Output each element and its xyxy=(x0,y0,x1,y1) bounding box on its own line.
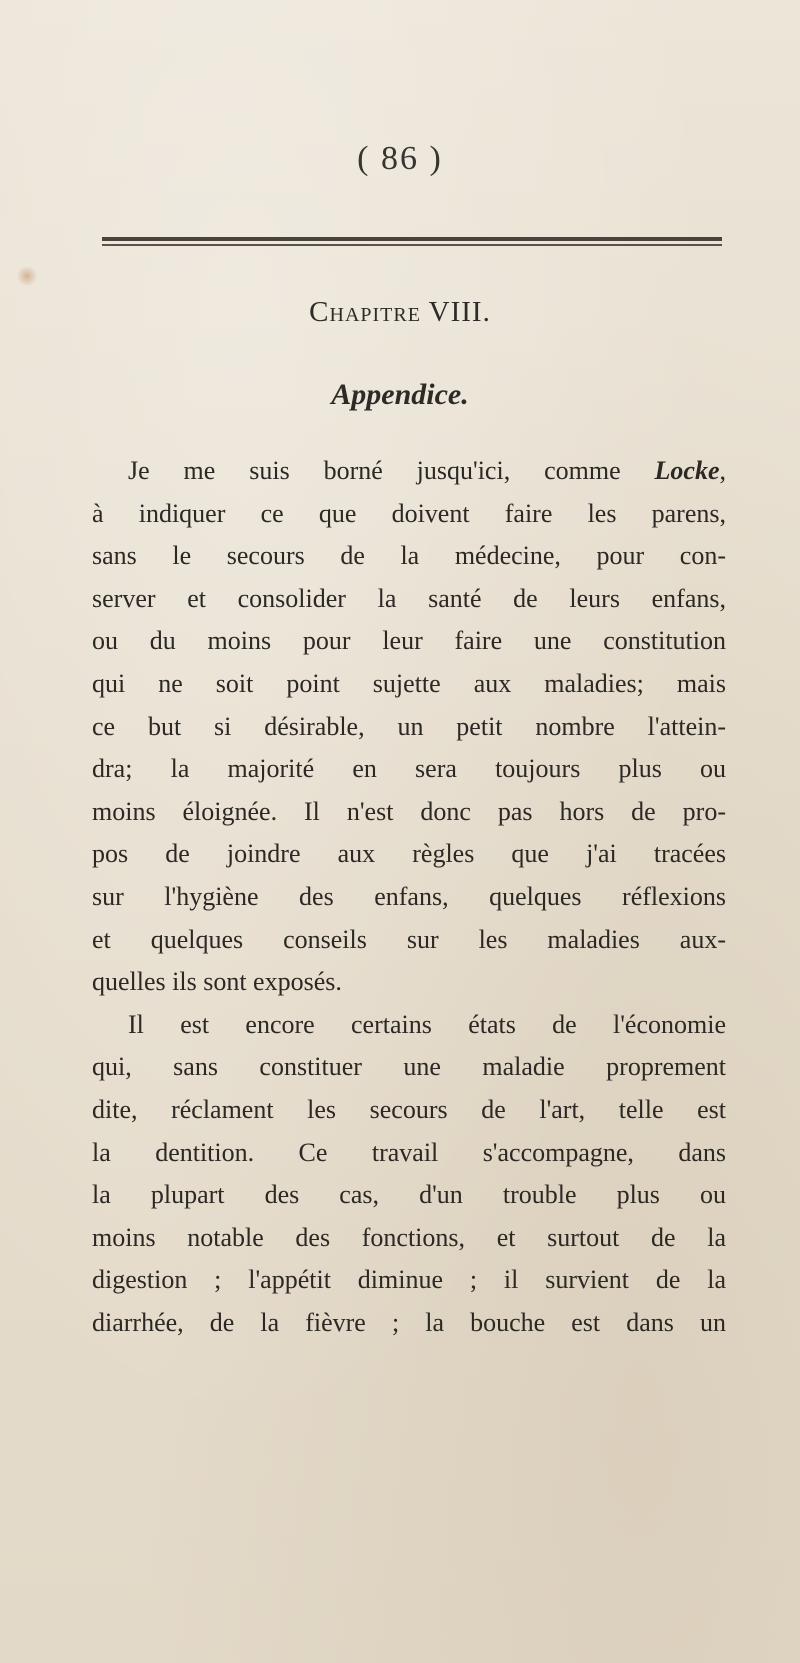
header-rule-thick xyxy=(102,237,722,241)
line-text: Je me suis borné jusqu'ici, comme xyxy=(128,456,655,485)
header-double-rule xyxy=(102,237,722,247)
text-line: et quelques conseils sur les maladies aux- xyxy=(92,924,726,954)
text-line: ce but si désirable, un petit nombre l'attein- xyxy=(92,711,726,741)
text-line: la plupart des cas, d'un trouble plus ou xyxy=(92,1180,726,1210)
text-line: digestion ; l'appétit diminue ; il survient de la xyxy=(92,1265,726,1295)
text-line: Il est encore certains états de l'économie xyxy=(128,1009,726,1039)
text-line xyxy=(92,450,726,493)
text-line: dra; la majorité en sera toujours plus ou xyxy=(92,754,726,784)
header-rule-thin xyxy=(102,244,722,246)
author-name-locke: Locke xyxy=(654,456,720,485)
text-line: à indiquer ce que doivent faire les parens, xyxy=(92,498,726,528)
text-line: diarrhée, de la fièvre ; la bouche est dans un xyxy=(92,1307,726,1337)
paragraph-2 xyxy=(92,1004,726,1345)
line-text: , xyxy=(719,456,726,485)
text-line: qui ne soit point sujette aux maladies; mais xyxy=(92,668,726,698)
foxing-stain xyxy=(16,266,38,286)
body-text xyxy=(92,450,726,1344)
text-line: moins notable des fonctions, et surtout de la xyxy=(92,1222,726,1252)
text-line: sur l'hygiène des enfans, quelques réflexions xyxy=(92,881,726,911)
text-line: pos de joindre aux règles que j'ai tracées xyxy=(92,839,726,869)
text-line: ou du moins pour leur faire une constitution xyxy=(92,626,726,656)
text-line: la dentition. Ce travail s'accompagne, dans xyxy=(92,1137,726,1167)
chapter-title: Chapitre VIII. xyxy=(309,296,491,328)
paragraph-1 xyxy=(92,450,726,1004)
text-line: server et consolider la santé de leurs enfans, xyxy=(92,583,726,613)
text-line: sans le secours de la médecine, pour con- xyxy=(92,541,726,571)
text-line: quelles ils sont exposés. xyxy=(92,967,342,997)
text-line: qui, sans constituer une maladie proprement xyxy=(92,1052,726,1082)
text-line: dite, réclament les secours de l'art, telle est xyxy=(92,1094,726,1124)
page-number: ( 86 ) xyxy=(357,140,443,177)
text-line: moins éloignée. Il n'est donc pas hors de pro- xyxy=(92,796,726,826)
section-title: Appendice. xyxy=(331,378,469,411)
